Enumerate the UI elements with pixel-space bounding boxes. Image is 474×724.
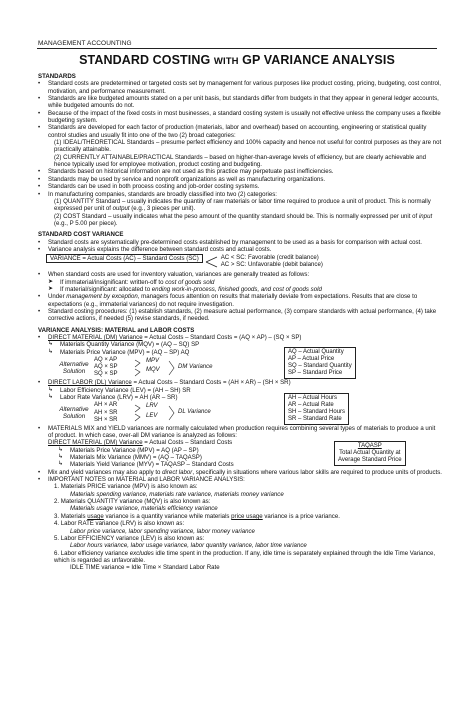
dm-term-2: AQ × SP bbox=[94, 364, 118, 371]
dm-variance-eq: = Actual Costs – Standard Costs = (AQ × AP) – (SQ × SP) bbox=[142, 334, 302, 341]
dm2-eq: = Actual Costs – Standard Costs bbox=[142, 439, 233, 447]
dl-legend-4: SR – Standard Rate bbox=[288, 415, 342, 422]
arrow-icon: ➤ bbox=[48, 285, 54, 292]
note-3 bbox=[38, 513, 442, 520]
arrow-icon: ↳ bbox=[48, 341, 54, 348]
note-4: 4. Labor RATE variance (LRV) is also known as: bbox=[54, 520, 185, 528]
idle-time-formula: IDLE TIME variance = Idle Time × Standard Labor Rate bbox=[70, 564, 220, 572]
dl-variance bbox=[38, 379, 442, 386]
brace-icon bbox=[168, 357, 178, 379]
dm-alternative-label: Alternative Solution bbox=[59, 361, 89, 376]
dm-triangle-terms bbox=[94, 357, 134, 379]
mix-left bbox=[38, 439, 334, 468]
dm-legend-box bbox=[284, 347, 356, 379]
brace-icon bbox=[134, 357, 146, 379]
arrow-icon: ➤ bbox=[48, 278, 54, 285]
variance-formula-row bbox=[38, 254, 442, 270]
brace-icon bbox=[134, 402, 146, 424]
variance-formula-box: VARIANCE = Actual Costs (AC) – Standard Costs (SC) bbox=[46, 254, 203, 263]
dl-alternative-label: Alternative Solution bbox=[59, 406, 89, 421]
myv-text: Materials Yield Variance (MYV) = TAQASP – Standard Costs bbox=[70, 461, 234, 469]
mpv-text: Materials Price Variance (MPV) = (AQ – SP) AQ bbox=[60, 348, 190, 356]
note-3-d: price usage bbox=[231, 512, 263, 520]
note-2: 2. Materials QUANTITY variance (MQV) is also known as: bbox=[54, 498, 211, 506]
page-title bbox=[0, 53, 474, 67]
arrow-icon: ↳ bbox=[58, 461, 64, 468]
cost-standard-end: (e.g., P 5.00 per piece). bbox=[54, 219, 118, 227]
exception-text: Under bbox=[48, 293, 67, 301]
immaterial-text: If immaterial/insignificant: written-off to bbox=[60, 278, 166, 286]
lev-short: LEV bbox=[146, 412, 158, 419]
material-text: If material/significant: allocated to bbox=[60, 285, 152, 293]
dm-left bbox=[38, 341, 284, 379]
cost-standard-text: (2) COST Standard – usually indicates what the peso amount of the quantity standard should be. This is normally expressed per unit of bbox=[54, 212, 419, 220]
branch-arrows-icon bbox=[205, 254, 219, 270]
arrow-icon: ↳ bbox=[58, 454, 64, 461]
standards-bullet-7: • Standards can be used in both process costing and job-order costing systems. bbox=[38, 183, 442, 190]
quantity-standard bbox=[38, 198, 442, 213]
quantity-standard-text: (1) QUANTITY Standard – usually indicates the quantity of raw materials or labor time required to produce a unit of product. This is normally expressed per unit of bbox=[54, 197, 431, 213]
note-6-b: excludes bbox=[129, 549, 154, 557]
lrv-text: Labor Rate Variance (LRV) = AH (AR – SR) bbox=[60, 394, 178, 402]
note-4-detail: Labor price variance, labor spending variance, labor money variance bbox=[70, 527, 255, 535]
taqasp-line-1: Total Actual Quantity at bbox=[339, 450, 401, 457]
header-divider bbox=[37, 48, 437, 49]
taqasp-box bbox=[334, 441, 406, 466]
mpv-line bbox=[38, 349, 284, 356]
mix-labor-em: direct labor bbox=[162, 468, 193, 476]
scv-bullet-1: • Standard costs are systematically pre-determined costs established by management to be used as a basis for comparison with actual cost. bbox=[38, 239, 442, 246]
standards-bullet-6: • Standards may be used by service and nonprofit organizations as well as manufacturing organizations. bbox=[38, 176, 442, 183]
brace-icon bbox=[168, 402, 178, 424]
dl-variance-short: DL Variance bbox=[178, 409, 211, 416]
dm-variance-short: DM Variance bbox=[178, 364, 213, 371]
ideal-standard: (1) IDEAL/THEORETICAL Standards – presume perfect efficiency and 100% capacity and hence not useful for control purposes as they are not practically attainable. bbox=[54, 139, 442, 154]
arrow-icon: ↳ bbox=[48, 348, 54, 355]
note-1-detail: Materials spending variance, materials rate variance, materials money variance bbox=[70, 490, 284, 498]
note-3-e: variance is a price variance. bbox=[262, 512, 340, 520]
lev-text: Labor Efficiency Variance (LEV) = (AH – SH) SR bbox=[60, 386, 191, 394]
dl-legend-box bbox=[284, 393, 349, 425]
standards-bullet-4: • Standards are developed for each factor of production (materials, labor and overhead) based on accounting, engineering or statistical quality control studies and usually fit into one of the two (2) broad categories: bbox=[38, 124, 442, 139]
arrow-icon: ↳ bbox=[48, 394, 54, 401]
cost-standard-em: input bbox=[418, 212, 433, 220]
standards-bullet-2: • Standards are like budgeted amounts stated on a per unit basis, but standards differ from budgets in that they appear in general ledger accounts, while budgeted amounts do not. bbox=[38, 95, 442, 110]
title-small: WITH bbox=[213, 56, 239, 67]
standards-bullet-5: • Standards based on historical information are not used as this practice may perpetuate past inefficiencies. bbox=[38, 168, 442, 175]
exception-em: management by exception bbox=[66, 293, 138, 301]
lev-line bbox=[38, 387, 284, 394]
notes-heading: • IMPORTANT NOTES on MATERIAL and LABOR VARIANCE ANALYSIS: bbox=[38, 476, 442, 483]
mix-labor-bullet bbox=[38, 469, 442, 476]
practical-standard: (2) CURRENTLY ATTAINABLE/PRACTICAL Standards – based on higher-than-average levels of efficiency, but are clearly achievable and hence typically used for employee motivation, product costing and budgeting. bbox=[54, 153, 427, 169]
note-6 bbox=[38, 550, 442, 565]
mpv2-line bbox=[48, 447, 334, 454]
variance-outcomes bbox=[221, 254, 323, 268]
material-rule bbox=[38, 286, 442, 293]
dm-subvariances bbox=[146, 357, 168, 374]
dl-block bbox=[38, 387, 442, 425]
note-5: 5. Labor EFFICIENCY variance (LEV) is also known as: bbox=[54, 534, 205, 542]
note-3-c: variance is a quantity variance while materials bbox=[103, 512, 232, 520]
standards-bullet-3: • Because of the impact of the fixed costs in most businesses, a standard costing system is usually not effective unless the company uses a flexible budgeting system. bbox=[38, 110, 442, 125]
mix-block bbox=[38, 439, 442, 468]
dm2-label: DIRECT MATERIAL (DM) Variance bbox=[48, 439, 143, 447]
dm-block bbox=[38, 341, 442, 379]
note-1: 1. Materials PRICE variance (MPV) is also known as: bbox=[54, 483, 198, 491]
material-em: ending work-in-process, finished goods, and cost of goods sold bbox=[151, 285, 322, 293]
dm-alternative bbox=[38, 357, 284, 379]
note-6-c: idle time spent in the production. If any, idle time is separately explained through the Idle Time Variance, which is regarded as unfavorable. bbox=[54, 549, 436, 564]
note-3-b: usage bbox=[87, 512, 104, 520]
scv-bullet-2: • Variance analysis explains the difference between standard costs and actual costs. bbox=[38, 246, 442, 253]
mqv-short: MQV bbox=[146, 367, 160, 374]
exception-end: , managers focus attention on results that materially deviate from expectations. Results that are close to expectations (e.g., immaterial variances) do not require investigation. bbox=[48, 293, 418, 308]
standards-bullet-1: • Standard costs are predetermined or targeted costs set by management for various purposes like product costing, pricing, budgeting, cost control, motivation, and performance measurement. bbox=[38, 80, 442, 95]
mpv2-text: Materials Price Variance (MPV) = AQ (AP – SP) bbox=[70, 446, 199, 454]
dm-legend-1: AQ – Actual Quantity bbox=[288, 349, 344, 356]
dm-legend-2: AP – Actual Price bbox=[288, 356, 335, 363]
standards-bullet-8: • In manufacturing companies, standards are broadly classified into two (2) categories: bbox=[38, 191, 442, 198]
dl-term-2: AH × SR bbox=[94, 409, 118, 416]
dl-legend-1: AH – Actual Hours bbox=[288, 394, 338, 401]
dm2-variance bbox=[48, 439, 334, 446]
lrv-short: LRV bbox=[146, 403, 158, 410]
dl-variance-label: DIRECT LABOR (DL) Variance bbox=[48, 379, 132, 387]
dl-term-1: AH × AR bbox=[94, 402, 118, 409]
note-5-detail: Labor hours variance, labor usage variance, labor quantity variance, labor time variance bbox=[70, 542, 307, 550]
scv-bullet-3: • When standard costs are used for inventory valuation, variances are generally treated as follows: bbox=[38, 271, 442, 278]
dm-term-1: AQ × AP bbox=[94, 357, 118, 364]
dl-variance-eq: = Actual Costs – Standard Costs = (AH × AR) – (SH × SR) bbox=[131, 379, 291, 387]
dm-legend-4: SP – Standard Price bbox=[288, 370, 343, 377]
mqv-text: Materials Quantity Variance (MQV) = (AQ – SQ) SP bbox=[60, 341, 200, 349]
title-end: GP VARIANCE ANALYSIS bbox=[238, 53, 395, 67]
dl-legend-3: SH – Standard Hours bbox=[288, 408, 346, 415]
dm-term-3: SQ × SP bbox=[94, 371, 118, 378]
subject-header: MANAGEMENT ACCOUNTING bbox=[38, 40, 132, 47]
dl-alternative bbox=[38, 402, 284, 424]
unfavorable-text: AC > SC: Unfavorable (debit balance) bbox=[220, 261, 323, 269]
arrow-icon: ↳ bbox=[48, 386, 54, 393]
cost-standard bbox=[38, 213, 442, 228]
dm-variance-label: DIRECT MATERIAL (DM) Variance bbox=[48, 334, 143, 341]
mpv-short: MPV bbox=[146, 358, 160, 365]
va-heading: VARIANCE ANALYSIS: MATERIAL and LABOR COSTS bbox=[38, 326, 195, 334]
mqv-line bbox=[38, 341, 284, 348]
dl-legend-2: AR – Actual Rate bbox=[288, 401, 334, 408]
mix-labor-text: Mix and yield variances may also apply to bbox=[48, 468, 163, 476]
mix-labor-end: , specifically in situations where various labor skills are required to produce units of products. bbox=[192, 468, 442, 476]
dm-legend-3: SQ – Standard Quantity bbox=[288, 363, 352, 370]
taqasp-title: TAQASP bbox=[357, 443, 382, 450]
favorable-text: AC < SC: Favorable (credit balance) bbox=[220, 254, 319, 262]
note-3-a: 3. Materials bbox=[54, 512, 88, 520]
dl-subvariances bbox=[146, 402, 168, 419]
document-body bbox=[38, 72, 442, 572]
quantity-standard-end: (e.g., 3 pieces per unit). bbox=[129, 205, 196, 213]
title-main: STANDARD COSTING bbox=[79, 53, 214, 67]
note-2-detail: Materials usage variance, materials efficiency variance bbox=[70, 505, 218, 513]
mmv-line bbox=[48, 454, 334, 461]
dl-term-3: SH × SR bbox=[94, 416, 118, 423]
lrv-line bbox=[38, 394, 284, 401]
arrow-icon: ↳ bbox=[58, 446, 64, 453]
scv-heading: STANDARD COST VARIANCE bbox=[38, 231, 124, 239]
dm-variance bbox=[38, 334, 442, 341]
quantity-standard-em: output bbox=[112, 205, 130, 213]
note-6-a: 6. Labor efficiency variance bbox=[54, 549, 130, 557]
mix-yield-bullet: • MATERIALS MIX and YIELD variances are normally calculated when production requires combining several types of materials to produce a unit of product. In which case, over-all DM variance is analyzed as follows: bbox=[38, 425, 442, 440]
immaterial-rule bbox=[38, 279, 442, 286]
immaterial-em: cost of goods sold bbox=[165, 278, 215, 286]
mmv-text: Materials Mix Variance (MMV) = (AQ – TAQASP) bbox=[70, 454, 202, 462]
taqasp-line-2: Average Standard Price bbox=[338, 457, 402, 464]
scv-bullet-5: • Standard costing procedures: (1) establish standards, (2) measure actual performance, (3) compare standards with actual performance, (4) take corrective actions, if needed (5) revise standards, if needed. bbox=[38, 308, 442, 323]
scv-bullet-4 bbox=[38, 293, 442, 308]
standards-heading: STANDARDS bbox=[38, 73, 76, 80]
myv-line bbox=[48, 461, 334, 468]
dl-triangle-terms bbox=[94, 402, 134, 424]
dl-left bbox=[38, 387, 284, 425]
